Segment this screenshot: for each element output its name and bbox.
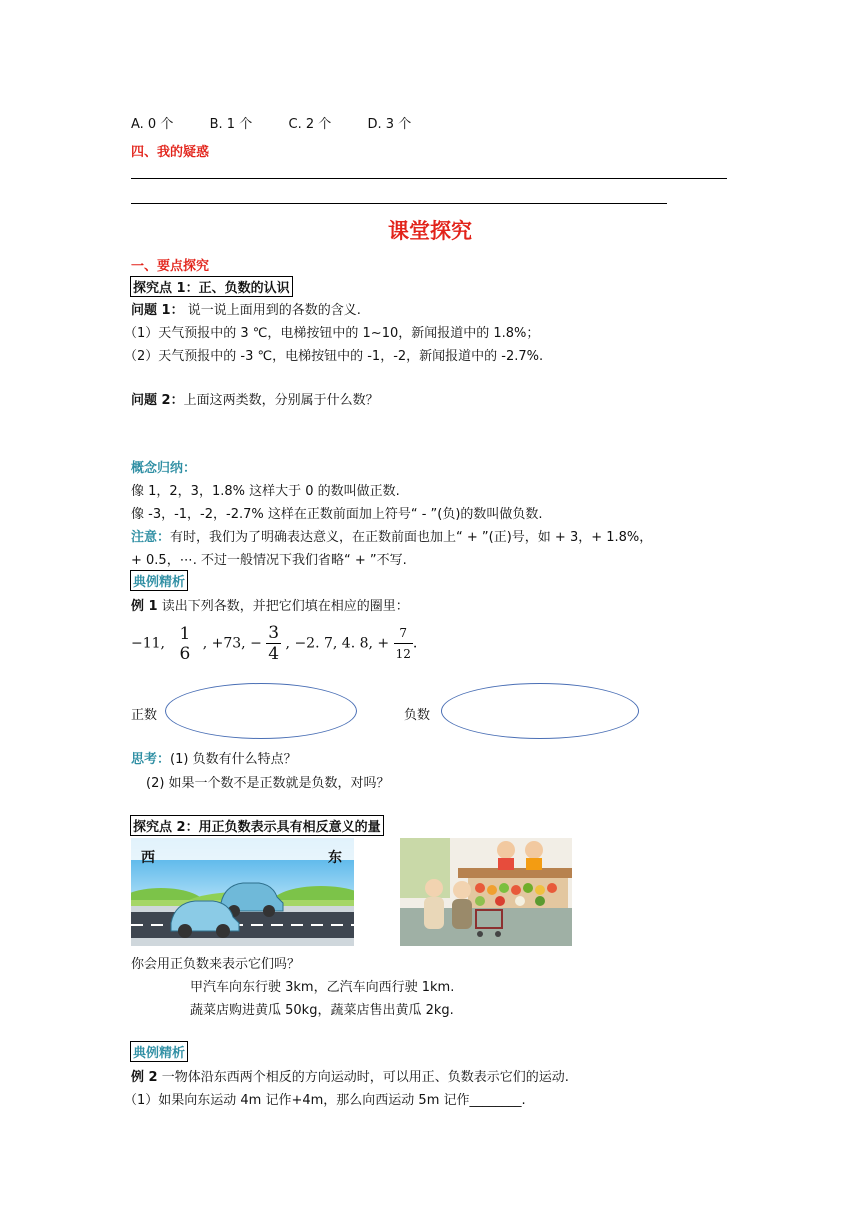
- fraction-denominator: 12: [395, 647, 411, 661]
- option-a: A. 0 个: [131, 117, 174, 132]
- q2-label: 问题 2：: [131, 393, 184, 408]
- point2-question: 你会用正负数来表示它们吗？: [131, 957, 301, 972]
- num-c: , −2. 7, 4. 8, +: [285, 635, 390, 652]
- note-label: 注意：: [131, 530, 171, 545]
- store-scene: [400, 838, 572, 946]
- ex2-label: 例 2: [131, 1070, 158, 1085]
- number-list: [131, 623, 417, 664]
- q2-text: 上面这两类数，分别属于什么数？: [183, 393, 379, 408]
- question-2: [131, 389, 379, 408]
- cucumber-statement: 蔬菜店购进黄瓜 50kg，蔬菜店售出黄瓜 2kg.: [190, 1003, 454, 1018]
- note-line-1: [131, 526, 652, 545]
- west-label: 西: [141, 850, 155, 866]
- ex1-text: 读出下列各数，并把它们填在相应的圈里：: [161, 599, 409, 614]
- num-a: −11,: [131, 635, 165, 652]
- think-label: 思考：: [131, 752, 171, 767]
- note-text: 有时，我们为了明确表达意义，在正数前面也加上“ + ”(正)号，如 + 3，+ 1.8%，: [170, 530, 653, 545]
- q1-item-1: （1）天气预报中的 3 ℃，电梯按钮中的 1~10，新闻报道中的 1.8%；: [124, 326, 540, 341]
- positive-label: 正数: [131, 708, 158, 723]
- ex1-label: 例 1: [131, 599, 158, 614]
- fraction-one-sixth: [177, 624, 192, 664]
- example-box-1: 典例精析: [130, 570, 188, 591]
- concept-negative: 像 -3，-1，-2，-2.7% 这样在正数前面加上符号“ - ”(负)的数叫做负数.: [131, 507, 543, 522]
- road-illustration: [131, 838, 354, 946]
- q1-item-2: （2）天气预报中的 -3 ℃，电梯按钮中的 -1，-2，新闻报道中的 -2.7%.: [124, 349, 544, 364]
- answer-line-1: [131, 178, 727, 179]
- q1-text: 说一说上面用到的各数的含义.: [187, 303, 361, 318]
- choice-options: [131, 113, 411, 132]
- example-box-2: 典例精析: [130, 1041, 188, 1062]
- fraction-denominator: 6: [179, 643, 191, 664]
- fraction-denominator: 4: [268, 644, 280, 664]
- num-b: , +73, −: [202, 635, 262, 652]
- option-d: D. 3 个: [367, 117, 412, 132]
- fraction-numerator: 7: [394, 623, 413, 644]
- think-line-1: [131, 748, 297, 767]
- ex2-text: 一物体沿东西两个相反的方向运动时，可以用正、负数表示它们的运动.: [161, 1070, 569, 1085]
- negative-circle: [441, 683, 639, 739]
- fraction-numerator: 3: [268, 623, 280, 643]
- section-title: 课堂探究: [388, 219, 472, 243]
- concept-positive: 像 1，2，3，1.8% 这样大于 0 的数叫做正数.: [131, 484, 400, 499]
- question-1: [131, 299, 361, 318]
- east-label: 东: [328, 850, 342, 866]
- example-1: [131, 595, 409, 614]
- vegetable-store-illustration: [400, 838, 572, 946]
- positive-circle: [165, 683, 357, 739]
- concept-label: 概念归纳：: [131, 461, 197, 476]
- point2-title: 探究点 2：用正负数表示具有相反意义的量: [130, 815, 384, 836]
- ex2-item-1: （1）如果向东运动 4m 记作+4m，那么向西运动 5m 记作________.: [124, 1093, 526, 1108]
- example-2: [131, 1066, 569, 1085]
- sub-heading: 一、要点探究: [131, 259, 210, 274]
- answer-line-2: [131, 203, 667, 204]
- fraction-numerator: 1: [179, 623, 191, 644]
- car-statement: 甲汽车向东行驶 3km，乙汽车向西行驶 1km.: [190, 980, 455, 995]
- point1-title: 探究点 1：正、负数的认识: [130, 276, 293, 297]
- num-d: .: [412, 635, 418, 652]
- fraction-seven-twelfths: [394, 623, 413, 664]
- note-line-2: + 0.5，⋯. 不过一般情况下我们省略“ + ”不写.: [131, 553, 407, 568]
- think-1: (1) 负数有什么特点？: [170, 752, 297, 767]
- q1-label: 问题 1：: [131, 303, 184, 318]
- option-b: B. 1 个: [209, 117, 253, 132]
- think-2: (2) 如果一个数不是正数就是负数，对吗？: [146, 776, 390, 791]
- option-c: C. 2 个: [288, 117, 332, 132]
- fraction-three-quarters: [266, 623, 281, 664]
- doubts-heading: 四、我的疑惑: [131, 145, 210, 160]
- negative-label: 负数: [404, 708, 431, 723]
- road-scene: [131, 838, 354, 946]
